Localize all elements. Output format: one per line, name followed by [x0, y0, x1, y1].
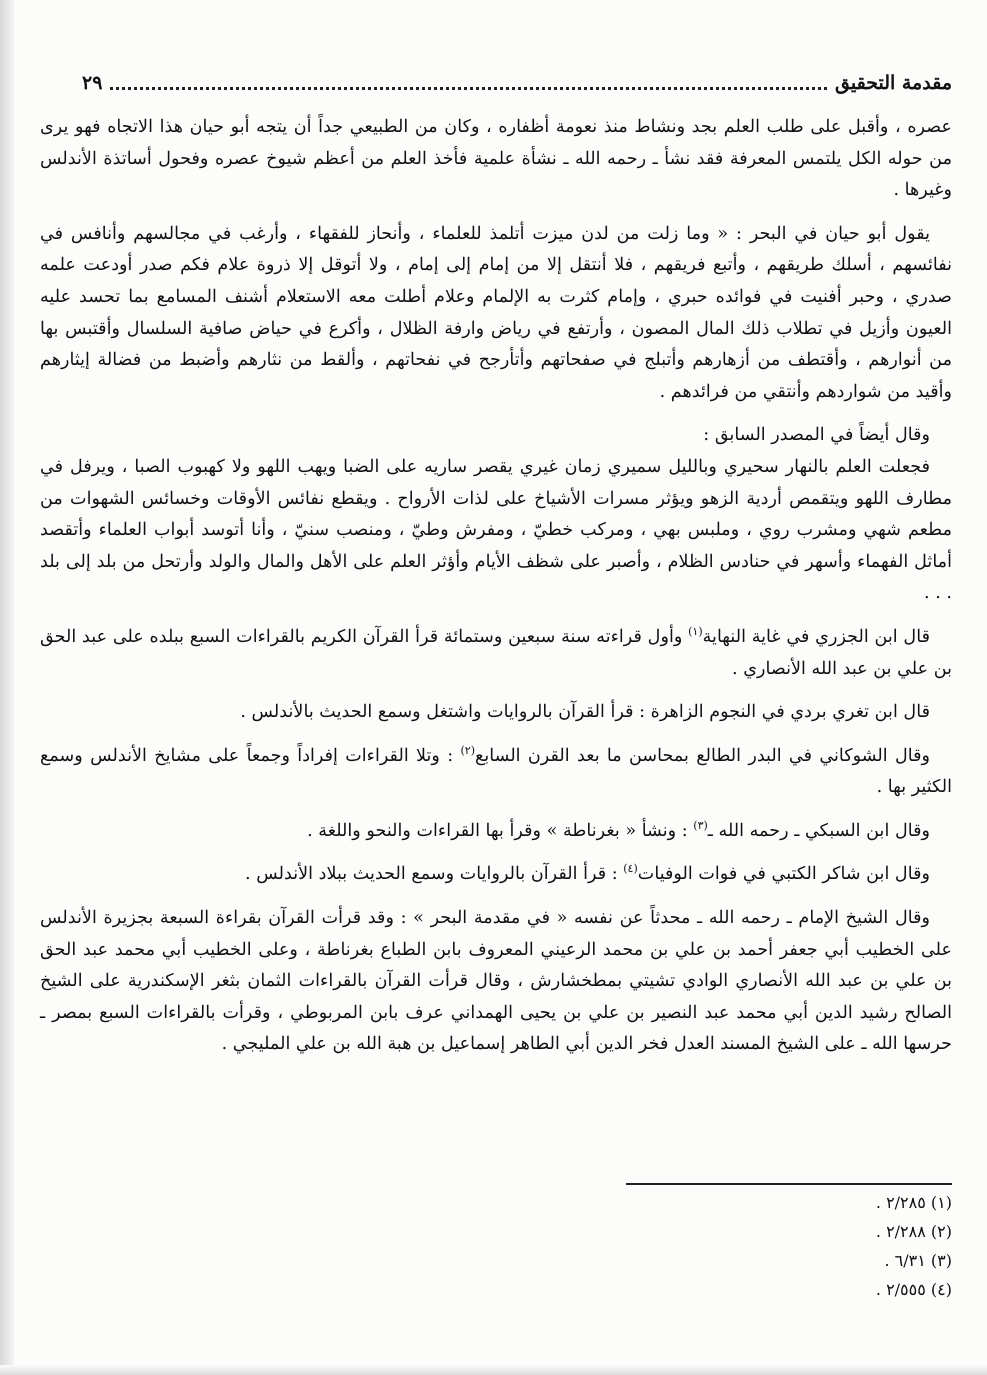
- footnote: (٢) ٢/٢٨٨ .: [875, 1222, 952, 1241]
- footnote-ref: (٢): [460, 743, 475, 757]
- footnotes: [700, 1188, 952, 1304]
- footnote-ref: (١): [688, 625, 703, 639]
- paragraph-text: وأول قراءته سنة سبعين وستمائة قرأ القرآن الكريم بالقراءات السبع ببلده على عبد الحق بن علي بن عبد الله الأنصاري .: [40, 626, 952, 679]
- footnote: (٣) ٦/٣١ .: [884, 1251, 952, 1270]
- paragraph: وقال أيضاً في المصدر السابق :: [703, 425, 930, 446]
- paragraph: [40, 741, 952, 804]
- paragraph: فجعلت العلم بالنهار سحيري وبالليل سميري زمان غيري يقصر ساريه على الضبا ويهب اللهو ولا كهبوب الصبا ، ويرفل في مطارف اللهو ويتقمص أردية الزهو ويؤثر مسرات الأشياخ على لذات الأرواح . ويقطع نفائس الأوقات وخسائس الشهوات من مطعم شهي ومشرب روي ، وملبس بهي ، ومركب خطيّ ، ومفرش وطيّ ، ومنصب سنيّ ، وأنا أتوسد أبواب العلماء وأتقصد أماثل الفهماء وأسهر في حنادس الظلام ، وأصبر على شظف الأيام وأؤثر العلم على الأهل والمال والولد وأرتحل من بلد إلى بلد . . .: [40, 456, 952, 604]
- paragraph-text: : وتلا القراءات إفراداً وجمعاً على مشايخ الأندلس وسمع الكثير بها .: [40, 745, 952, 798]
- main-text: [40, 112, 952, 1061]
- footnote-ref: (٣): [693, 819, 708, 833]
- paragraph: قال ابن تغري بردي في النجوم الزاهرة : قرأ القرآن بالروايات واشتغل وسمع الحديث بالأندلس .: [240, 702, 930, 723]
- paragraph: [40, 859, 952, 891]
- footnote: (١) ٢/٢٨٥ .: [875, 1193, 952, 1212]
- paragraph-text: وقال ابن السبكي ـ رحمه الله ـ: [707, 820, 930, 841]
- footnote-ref: (٤): [623, 862, 638, 876]
- scan-edge-shadow: [0, 0, 14, 1375]
- paragraph: وقال الشيخ الإمام ـ رحمه الله ـ محدثاً عن نفسه « في مقدمة البحر » : وقد قرأت القرآن بقراءة السبعة بجزيرة الأندلس على الخطيب أبي جعفر أحمد بن علي بن محمد الرعيني المعروف بابن الطباع بغرناطة ، وعلى الخطيب أبي محمد عبد الحق بن علي بن عبد الله الأنصاري الوادي تشيتي بمطخشارش ، وقال قرأت القرآن بالقراءات الثمان بثغر الإسكندرية على الشيخ الصالح رشيد الدين أبي محمد عبد النصير بن علي بن يحيى الهمداني عرف بابن المربوطي ، وقرأت بالقراءات السبع بمصر ـ حرسها الله ـ على الشيخ المسند العدل فخر الدين أبي الطاهر إسماعيل بن هبة الله بن علي المليجي .: [40, 908, 952, 1055]
- paragraph: [40, 622, 952, 685]
- paragraph: [40, 816, 952, 848]
- running-header: [82, 66, 952, 100]
- paragraph: يقول أبو حيان في البحر : « وما زلت من لدن ميزت أتلمذ للعلماء ، وأنحاز للفقهاء ، وأرغب في مجالسهم وأنافس في نفائسهم ، أسلك طريقهم ، وأتبع فريقهم ، فلا أنتقل إلا من إمام إلى إمام ، ولا أتوقل إلا ذروة علام فكم صدر أودعت علمه صدري ، وحبر أفنيت في فوائده حبري ، وإمام كثرت به الإلمام وعلام أطلت معه الاستعلام أشنف المسامع بما تحسد عليه العيون وأزيل في تطلاب ذلك المال المصون ، وأرتفع في رياض وارفة الظلال ، وأكرع في حياض صافية السلسال وأقتبس بها من أنوارهم ، وأقتطف من أزهارهم وأتبلج في صفحاتهم وأتأرجح في نفحاتهم ، وألقط من نثارهم وأضبط من فضالة إيثارهم وأقيد من شواردهم وأنتقي من فرائدهم .: [40, 223, 952, 402]
- header-title: مقدمة التحقيق: [835, 72, 952, 94]
- paragraph-text: وقال ابن شاكر الكتبي في فوات الوفيات: [637, 864, 930, 885]
- header-dot-leader: [110, 87, 827, 90]
- paragraph-text: : ونشأ « بغرناطة » وقرأ بها القراءات والنحو واللغة .: [307, 820, 688, 841]
- paragraph-text: وقال الشوكاني في البدر الطالع بمحاسن ما بعد القرن السابع: [475, 745, 931, 766]
- footnote-separator: [626, 1183, 952, 1185]
- paragraph-text: : قرأ القرآن بالروايات وسمع الحديث ببلاد الأندلس .: [245, 864, 618, 885]
- scan-bottom-shadow: [0, 1365, 987, 1375]
- footnote: (٤) ٢/٥٥٥ .: [875, 1280, 952, 1299]
- paragraph-text: قال ابن الجزري في غاية النهاية: [702, 626, 930, 647]
- page-number: ٢٩: [82, 72, 103, 94]
- paragraph: عصره ، وأقبل على طلب العلم بجد ونشاط منذ نعومة أظفاره ، وكان من الطبيعي جداً أن يتجه أبو حيان هذا الاتجاه فهو يرى من حوله الكل يلتمس المعرفة فقد نشأ ـ رحمه الله ـ نشأة علمية فأخذ العلم من أعظم شيوخ عصره وفحول أساتذة الأندلس وغيرها .: [40, 117, 952, 201]
